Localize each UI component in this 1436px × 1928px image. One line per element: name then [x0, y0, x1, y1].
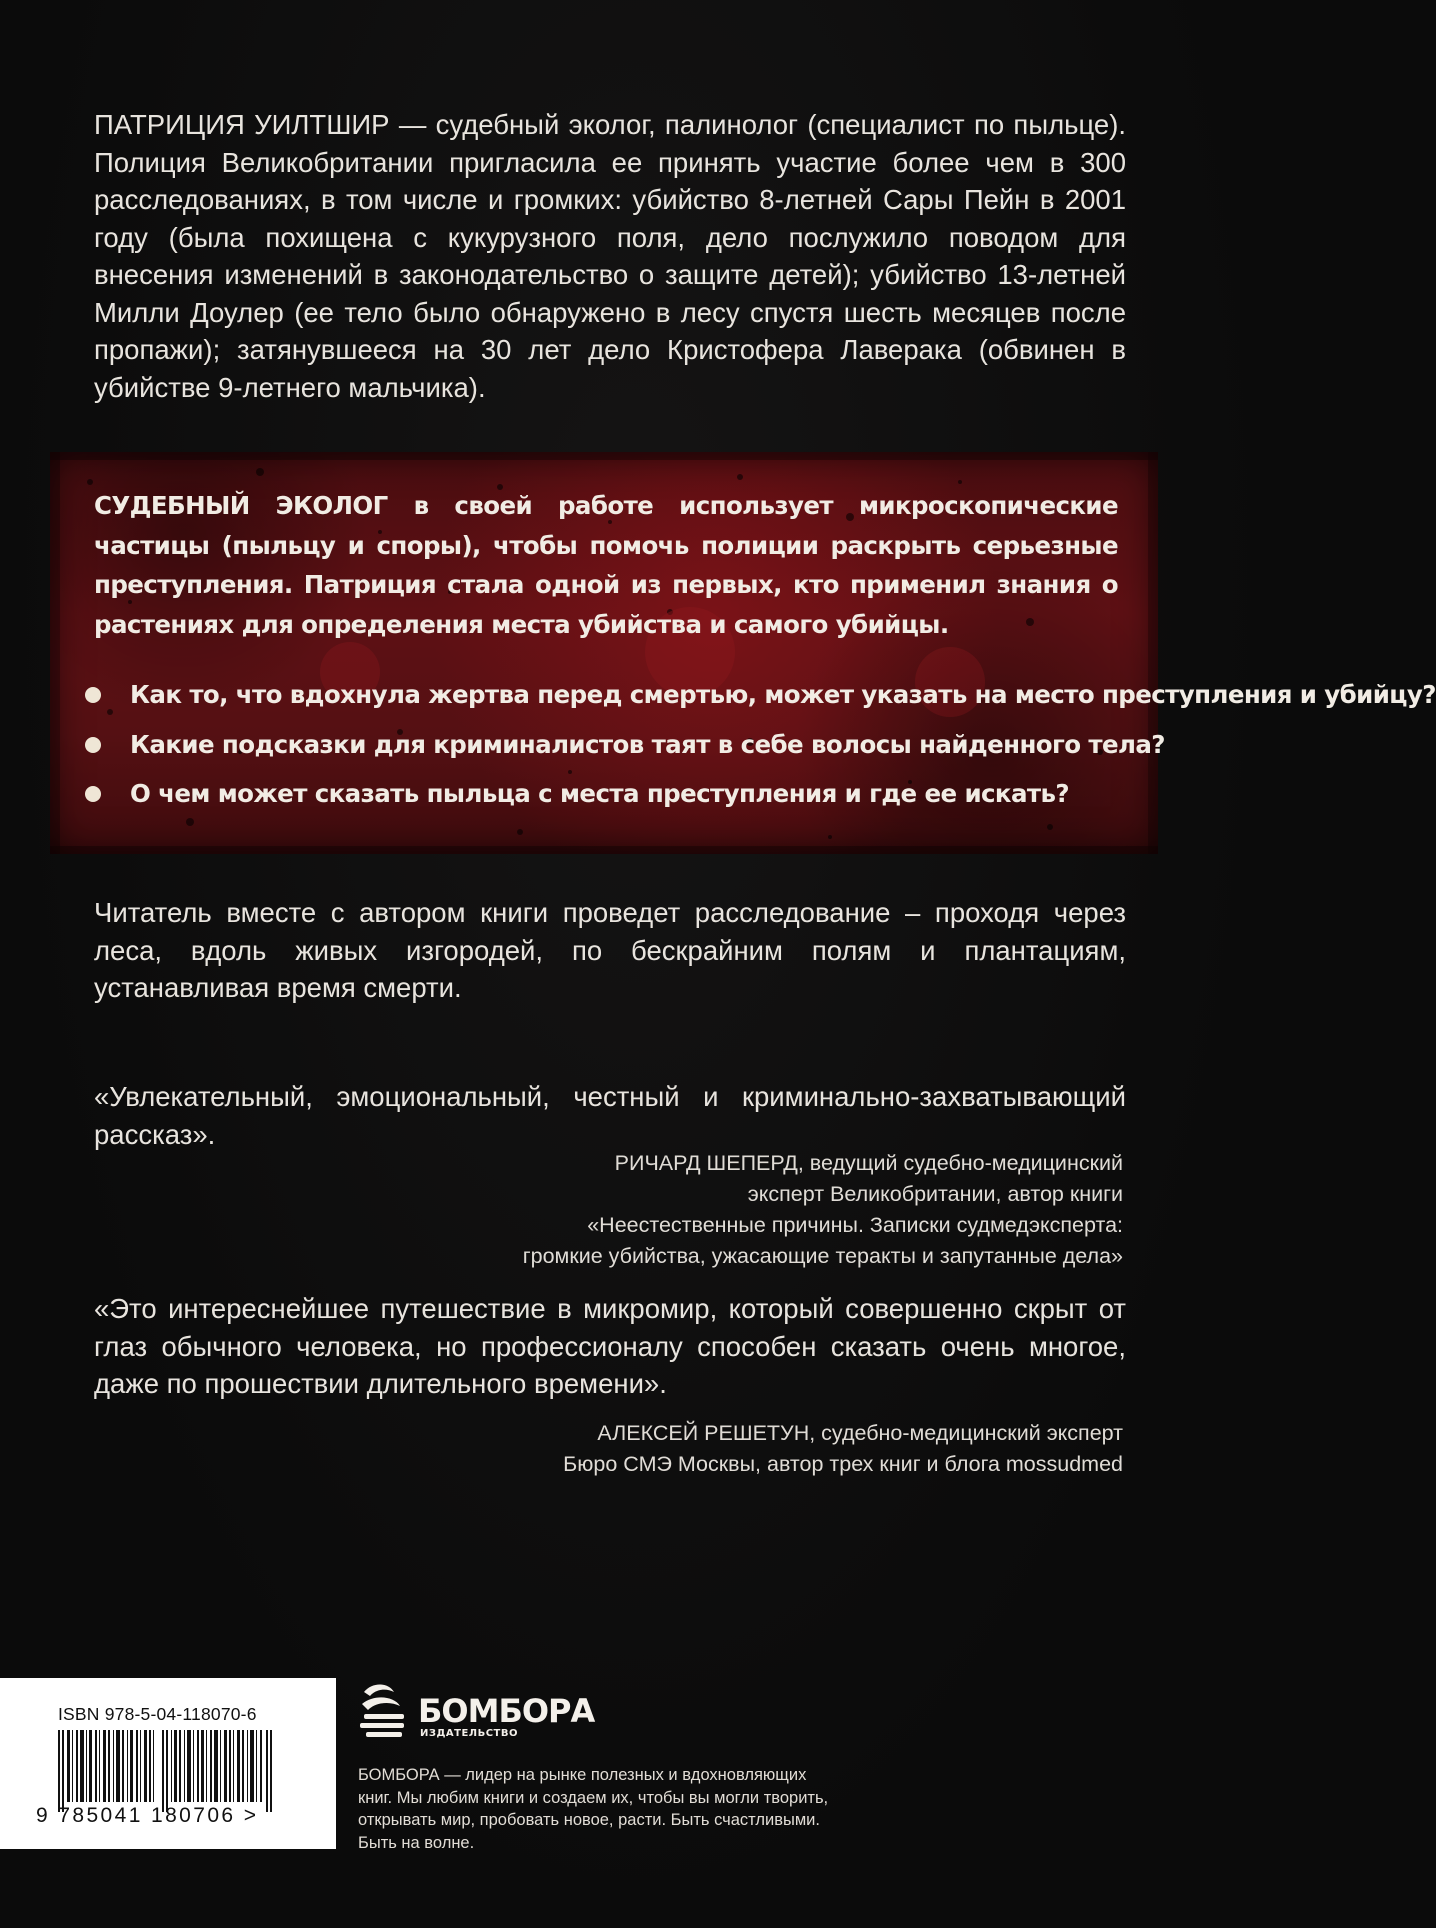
- question-text: Как то, что вдохнула жертва перед смертью, может указать на место преступления и убийцу?: [130, 680, 1436, 709]
- bullet-icon: [85, 687, 101, 703]
- review-attribution: [523, 1148, 1123, 1272]
- attribution-line: «Неестественные причины. Записки судмедэксперта:: [587, 1213, 1123, 1237]
- publisher-description: БОМБОРА — лидер на рынке полезных и вдохновляющих книг. Мы любим книги и создаем их, чтобы вы могли творить, открывать мир, пробовать новое, расти. Быть счастливыми. Быть на волне.: [358, 1766, 829, 1852]
- attribution-line: громкие убийства, ужасающие теракты и запутанные дела»: [522, 1244, 1123, 1268]
- question-item: [80, 720, 1165, 770]
- barcode-digits: 9 785041 180706 >: [36, 1804, 259, 1827]
- attribution-line: РИЧАРД ШЕПЕРД, ведущий судебно-медицинский: [614, 1151, 1123, 1175]
- question-text: О чем может сказать пыльца с места преступления и где ее искать?: [130, 779, 1069, 808]
- question-text: Какие подсказки для криминалистов таят в себе волосы найденного тела?: [130, 729, 1165, 759]
- review-quote: «Увлекательный, эмоциональный, честный и криминально-захватывающий рассказ».: [94, 1081, 1126, 1150]
- reader-blurb: Читатель вместе с автором книги проведет расследование – проходя через леса, вдоль живых изгородей, по бескрайним полям и плантациям, устанавливая время смерти.: [94, 897, 1126, 1003]
- attribution-line: АЛЕКСЕЙ РЕШЕТУН, судебно-медицинский эксперт: [597, 1421, 1123, 1445]
- barcode-icon: [58, 1730, 274, 1812]
- review-quote: «Это интереснейшее путешествие в микромир, который совершенно скрыт от глаз обычного человека, но профессионалу способен сказать очень многое, даже по прошествии длительного времени».: [94, 1293, 1126, 1399]
- highlight-band: [50, 452, 1436, 854]
- question-item: [80, 769, 1140, 819]
- bullet-icon: [85, 737, 101, 753]
- attribution-line: Бюро СМЭ Москвы, автор трех книг и блога mossudmed: [563, 1452, 1123, 1476]
- isbn-label: ISBN 978-5-04-118070-6: [58, 1704, 257, 1724]
- publisher-subtitle: ИЗДАТЕЛЬСТВО: [420, 1728, 518, 1739]
- question-item: [80, 670, 1436, 720]
- publisher-name: БОМБОРА: [418, 1692, 595, 1730]
- question-list: [80, 670, 1436, 819]
- review-attribution: [563, 1418, 1123, 1480]
- author-bio: ПАТРИЦИЯ УИЛТШИР — судебный эколог, палинолог (специалист по пыльце). Полиция Великобритании пригласила ее принять участие более чем в 300 расследованиях, в том числе и громких: убийство 8-летней Сары Пейн в 2001 году (была похищена с кукурузного поля, дело послужило поводом для внесения изменений в законодательство о защите детей); убийство 13-летней Милли Доулер (ее тело было обнаружено в лесу спустя шесть месяцев после пропажи); затянувшееся на 30 лет дело Кристофера Лаверака (обвинен в убийстве 9-летнего мальчика).: [94, 109, 1126, 403]
- bullet-icon: [85, 786, 101, 802]
- attribution-line: эксперт Великобритании, автор книги: [747, 1182, 1123, 1206]
- band-intro: СУДЕБНЫЙ ЭКОЛОГ в своей работе использует микроскопические частицы (пыльцу и споры), чтобы помочь полиции раскрыть серьезные преступления. Патриция стала одной из первых, кто применил знания о растениях для определения места убийства и самого убийцы.: [94, 491, 1118, 639]
- barcode-panel: [0, 1678, 336, 1849]
